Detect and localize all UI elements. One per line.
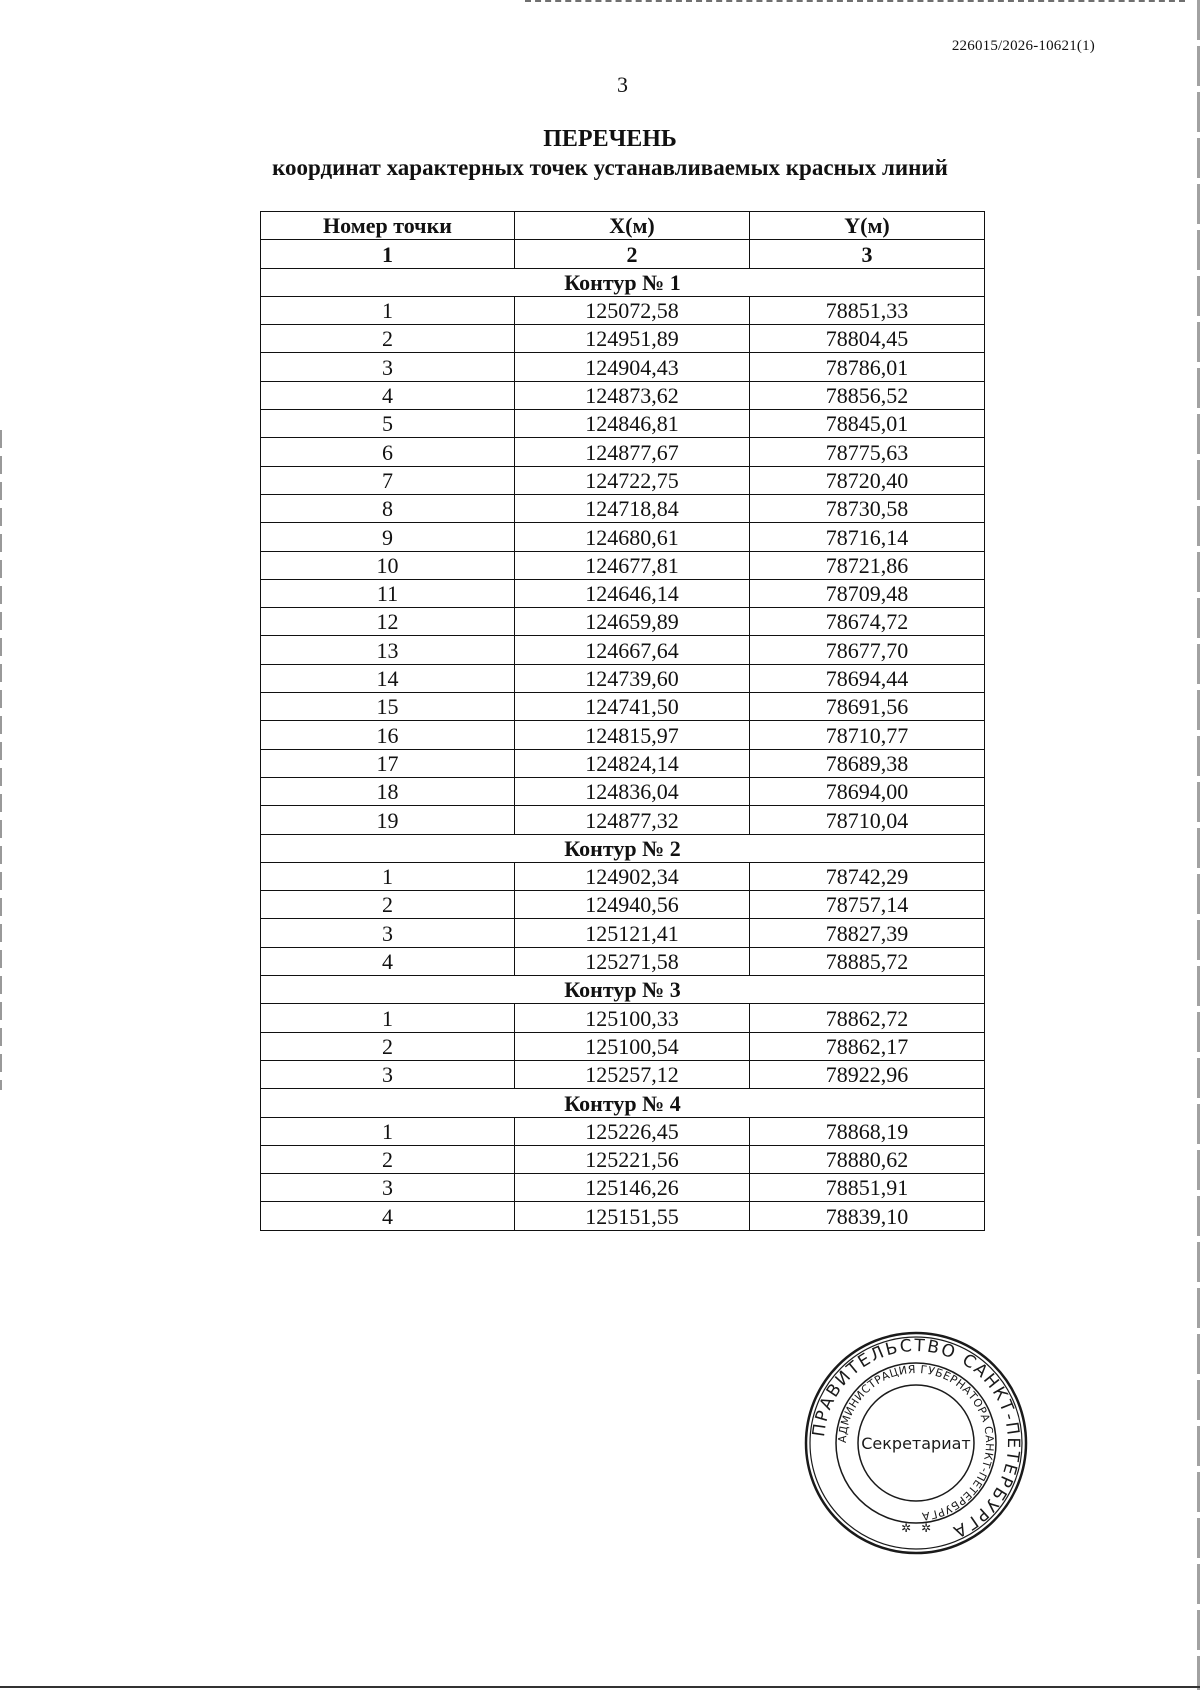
coordinates-table-body <box>261 212 985 1231</box>
y-coordinate-cell: 78710,04 <box>750 806 985 834</box>
table-row <box>261 381 985 409</box>
point-number-cell: 1 <box>261 862 515 890</box>
table-row <box>261 947 985 975</box>
y-coordinate-cell: 78922,96 <box>750 1060 985 1088</box>
table-row <box>261 636 985 664</box>
x-coordinate-cell: 124646,14 <box>515 579 750 607</box>
point-number-cell: 1 <box>261 296 515 324</box>
y-coordinate-cell: 78730,58 <box>750 494 985 522</box>
y-coordinate-cell: 78757,14 <box>750 891 985 919</box>
x-coordinate-cell: 124718,84 <box>515 494 750 522</box>
y-coordinate-cell: 78880,62 <box>750 1145 985 1173</box>
stamp-outer-text: ПРАВИТЕЛЬСТВО САНКТ-ПЕТЕРБУРГА <box>809 1335 1024 1542</box>
y-coordinate-cell: 78851,33 <box>750 296 985 324</box>
contour-label: Контур № 4 <box>261 1089 985 1117</box>
y-coordinate-cell: 78674,72 <box>750 608 985 636</box>
y-coordinate-cell: 78868,19 <box>750 1117 985 1145</box>
x-coordinate-cell: 125146,26 <box>515 1174 750 1202</box>
table-row <box>261 579 985 607</box>
table-row <box>261 325 985 353</box>
secretariat-stamp <box>803 1330 1029 1556</box>
table-row <box>261 1145 985 1173</box>
contour-label: Контур № 1 <box>261 268 985 296</box>
stamp-star-icon: ✲ <box>920 1521 932 1535</box>
contour-header-row <box>261 1089 985 1117</box>
contour-header-row <box>261 834 985 862</box>
y-coordinate-cell: 78775,63 <box>750 438 985 466</box>
table-row <box>261 777 985 805</box>
point-number-cell: 1 <box>261 1004 515 1032</box>
stamp-inner-text: АДМИНИСТРАЦИЯ ГУБЕРНАТОРА САНКТ-ПЕТЕРБУРГА <box>835 1362 997 1523</box>
contour-header-row <box>261 268 985 296</box>
header-point-number: Номер точки <box>261 212 515 240</box>
point-number-cell: 3 <box>261 1174 515 1202</box>
registration-number: 226015/2026-10621(1) <box>951 38 1095 54</box>
x-coordinate-cell: 124667,64 <box>515 636 750 664</box>
x-coordinate-cell: 125121,41 <box>515 919 750 947</box>
contour-header-row <box>261 976 985 1004</box>
y-coordinate-cell: 78716,14 <box>750 523 985 551</box>
table-row <box>261 353 985 381</box>
point-number-cell: 15 <box>261 693 515 721</box>
table-row <box>261 1004 985 1032</box>
x-coordinate-cell: 124722,75 <box>515 466 750 494</box>
y-coordinate-cell: 78862,72 <box>750 1004 985 1032</box>
x-coordinate-cell: 124739,60 <box>515 664 750 692</box>
contour-label: Контур № 3 <box>261 976 985 1004</box>
column-number-2: 2 <box>515 240 750 268</box>
point-number-cell: 5 <box>261 410 515 438</box>
table-row <box>261 806 985 834</box>
x-coordinate-cell: 124951,89 <box>515 325 750 353</box>
table-row <box>261 891 985 919</box>
y-coordinate-cell: 78709,48 <box>750 579 985 607</box>
point-number-cell: 8 <box>261 494 515 522</box>
page-number: 3 <box>617 72 628 97</box>
x-coordinate-cell: 124815,97 <box>515 721 750 749</box>
x-coordinate-cell: 124659,89 <box>515 608 750 636</box>
coordinates-table <box>260 211 985 1231</box>
table-row <box>261 749 985 777</box>
point-number-cell: 6 <box>261 438 515 466</box>
point-number-cell: 10 <box>261 551 515 579</box>
x-coordinate-cell: 124904,43 <box>515 353 750 381</box>
point-number-cell: 1 <box>261 1117 515 1145</box>
table-row <box>261 296 985 324</box>
x-coordinate-cell: 124836,04 <box>515 777 750 805</box>
x-coordinate-cell: 125221,56 <box>515 1145 750 1173</box>
table-row <box>261 410 985 438</box>
x-coordinate-cell: 124877,67 <box>515 438 750 466</box>
x-coordinate-cell: 124824,14 <box>515 749 750 777</box>
table-row <box>261 1032 985 1060</box>
stamp-star-icon: ✲ <box>900 1521 912 1535</box>
table-row <box>261 664 985 692</box>
x-coordinate-cell: 124877,32 <box>515 806 750 834</box>
point-number-cell: 4 <box>261 1202 515 1230</box>
x-coordinate-cell: 125271,58 <box>515 947 750 975</box>
y-coordinate-cell: 78691,56 <box>750 693 985 721</box>
table-row <box>261 1060 985 1088</box>
x-coordinate-cell: 125151,55 <box>515 1202 750 1230</box>
document-title: ПЕРЕЧЕНЬ <box>543 126 677 152</box>
contour-label: Контур № 2 <box>261 834 985 862</box>
stamp-center-text: Секретариат <box>861 1434 971 1453</box>
x-coordinate-cell: 124846,81 <box>515 410 750 438</box>
scan-artifact-top <box>525 0 1185 4</box>
point-number-cell: 9 <box>261 523 515 551</box>
point-number-cell: 12 <box>261 608 515 636</box>
y-coordinate-cell: 78721,86 <box>750 551 985 579</box>
point-number-cell: 14 <box>261 664 515 692</box>
table-row <box>261 608 985 636</box>
table-row <box>261 551 985 579</box>
point-number-cell: 2 <box>261 1145 515 1173</box>
y-coordinate-cell: 78694,00 <box>750 777 985 805</box>
point-number-cell: 19 <box>261 806 515 834</box>
table-row <box>261 466 985 494</box>
y-coordinate-cell: 78742,29 <box>750 862 985 890</box>
scan-artifact-left-edge <box>0 430 2 1090</box>
table-row <box>261 862 985 890</box>
table-row <box>261 438 985 466</box>
table-row <box>261 494 985 522</box>
y-coordinate-cell: 78839,10 <box>750 1202 985 1230</box>
x-coordinate-cell: 125257,12 <box>515 1060 750 1088</box>
point-number-cell: 11 <box>261 579 515 607</box>
y-coordinate-cell: 78851,91 <box>750 1174 985 1202</box>
column-number-3: 3 <box>750 240 985 268</box>
table-row <box>261 721 985 749</box>
x-coordinate-cell: 124902,34 <box>515 862 750 890</box>
y-coordinate-cell: 78885,72 <box>750 947 985 975</box>
point-number-cell: 2 <box>261 325 515 353</box>
y-coordinate-cell: 78677,70 <box>750 636 985 664</box>
y-coordinate-cell: 78856,52 <box>750 381 985 409</box>
x-coordinate-cell: 125072,58 <box>515 296 750 324</box>
point-number-cell: 4 <box>261 381 515 409</box>
y-coordinate-cell: 78710,77 <box>750 721 985 749</box>
point-number-cell: 18 <box>261 777 515 805</box>
header-y: Y(м) <box>750 212 985 240</box>
point-number-cell: 13 <box>261 636 515 664</box>
x-coordinate-cell: 125100,54 <box>515 1032 750 1060</box>
column-number-row <box>261 240 985 268</box>
x-coordinate-cell: 124940,56 <box>515 891 750 919</box>
table-row <box>261 1117 985 1145</box>
point-number-cell: 7 <box>261 466 515 494</box>
point-number-cell: 16 <box>261 721 515 749</box>
table-header-row <box>261 212 985 240</box>
point-number-cell: 2 <box>261 1032 515 1060</box>
point-number-cell: 2 <box>261 891 515 919</box>
column-number-1: 1 <box>261 240 515 268</box>
point-number-cell: 3 <box>261 353 515 381</box>
table-row <box>261 523 985 551</box>
point-number-cell: 3 <box>261 919 515 947</box>
document-subtitle: координат характерных точек устанавливаемых красных линий <box>272 155 948 180</box>
table-row <box>261 1174 985 1202</box>
y-coordinate-cell: 78804,45 <box>750 325 985 353</box>
y-coordinate-cell: 78720,40 <box>750 466 985 494</box>
y-coordinate-cell: 78694,44 <box>750 664 985 692</box>
scan-artifact-bottom-edge <box>0 1686 1200 1688</box>
point-number-cell: 4 <box>261 947 515 975</box>
x-coordinate-cell: 124677,81 <box>515 551 750 579</box>
x-coordinate-cell: 124873,62 <box>515 381 750 409</box>
table-row <box>261 919 985 947</box>
header-x: X(м) <box>515 212 750 240</box>
point-number-cell: 3 <box>261 1060 515 1088</box>
y-coordinate-cell: 78786,01 <box>750 353 985 381</box>
y-coordinate-cell: 78689,38 <box>750 749 985 777</box>
table-row <box>261 693 985 721</box>
x-coordinate-cell: 125100,33 <box>515 1004 750 1032</box>
y-coordinate-cell: 78827,39 <box>750 919 985 947</box>
table-row <box>261 1202 985 1230</box>
x-coordinate-cell: 124741,50 <box>515 693 750 721</box>
point-number-cell: 17 <box>261 749 515 777</box>
y-coordinate-cell: 78845,01 <box>750 410 985 438</box>
x-coordinate-cell: 124680,61 <box>515 523 750 551</box>
x-coordinate-cell: 125226,45 <box>515 1117 750 1145</box>
y-coordinate-cell: 78862,17 <box>750 1032 985 1060</box>
